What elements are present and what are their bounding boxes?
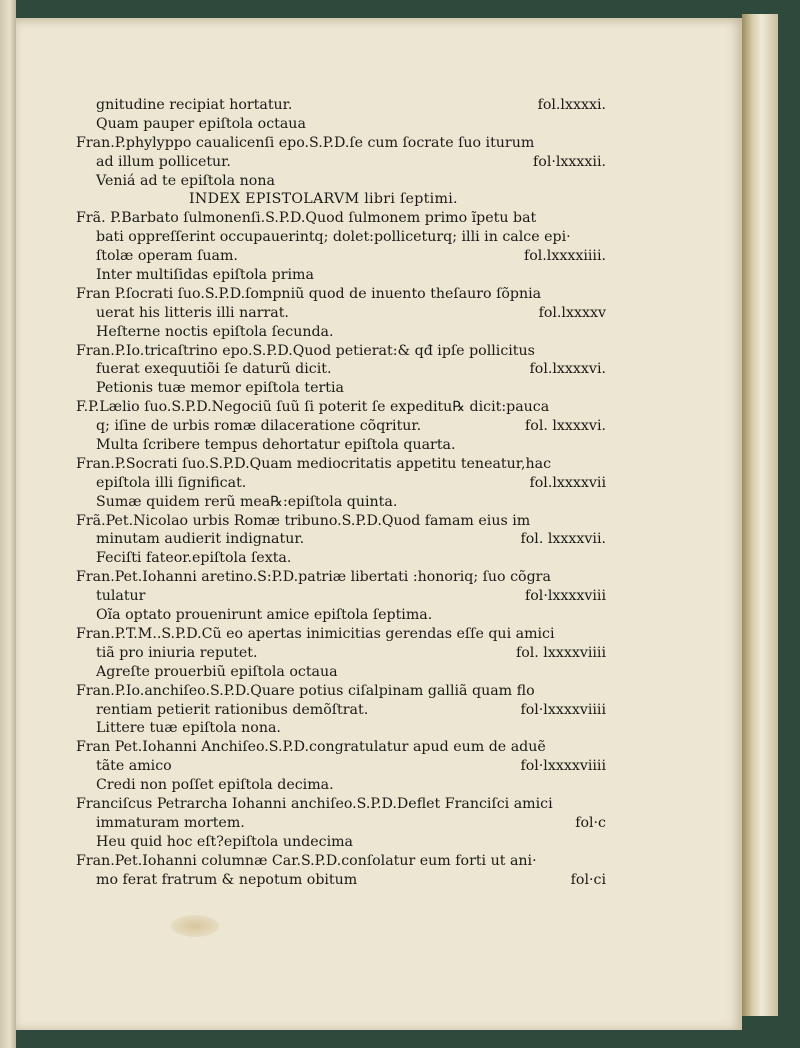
folio-reference: fol·lxxxxii. (533, 153, 606, 170)
index-line (76, 115, 606, 134)
index-line (76, 701, 606, 720)
entry-text: Fran.Pet.Iohanni columnæ Car.S.P.D.conſolatur eum forti ut ani· (76, 852, 537, 869)
entry-text: ſtolæ operam ſuam. (96, 248, 238, 265)
entry-text: Feciſti fateor.epiſtola ſexta. (96, 550, 292, 567)
entry-text: epiſtola illi ſignificat. (96, 474, 247, 491)
entry-text: F.P.Lælio ſuo.S.P.D.Negociũ ſuũ ſi poterit ſe expeditu℞ dicit:pauca (76, 399, 550, 416)
index-line (76, 568, 606, 587)
entry-text: Credi non poſſet epiſtola decima. (96, 777, 334, 794)
index-line (76, 96, 606, 115)
index-line (76, 625, 606, 644)
index-line (76, 247, 606, 266)
entry-text: Fran.Pet.Iohanni aretino.S:P.D.patriæ libertati :honoriq; ſuo cõgra (76, 569, 551, 586)
index-line (76, 757, 606, 776)
index-heading (76, 190, 606, 209)
entry-text: Fran.P.Socrati ſuo.S.P.D.Quam mediocritatis appetitu teneatur,hac (76, 455, 552, 472)
folio-reference: fol.lxxxxvii (529, 474, 606, 491)
index-line (76, 342, 606, 361)
entry-text: fuerat exequutiõi ſe daturũ dicit. (96, 361, 332, 378)
entry-text: Fran.P.Io.tricaſtrino epo.S.P.D.Quod petierat:& qđ ipſe pollicitus (76, 342, 535, 359)
index-line (76, 285, 606, 304)
index-line (76, 474, 606, 493)
entry-text: tulatur (96, 588, 146, 605)
entry-text: Sumæ quidem rerũ mea℞:epiſtola quinta. (96, 493, 398, 510)
folio-reference: fol.lxxxxvi. (529, 361, 606, 378)
folio-reference: fol·lxxxxviii (524, 588, 606, 605)
index-line (76, 530, 606, 549)
index-line (76, 606, 606, 625)
entry-text: Frã.Pet.Nicolao urbis Romæ tribuno.S.P.D.Quod famam eius im (76, 512, 531, 529)
adjacent-page-edge (0, 0, 16, 1048)
index-line (76, 455, 606, 474)
folio-reference: fol·lxxxxviiii (520, 701, 606, 718)
index-line (76, 153, 606, 172)
entry-text: tiã pro iniuria reputet. (96, 644, 258, 661)
index-line (76, 360, 606, 379)
entry-text: Petionis tuæ memor epiſtola tertia (96, 380, 344, 397)
ink-stain (171, 915, 219, 937)
index-line (76, 228, 606, 247)
entry-text: Franciſcus Petrarcha Iohanni anchiſeo.S.P.D.Deflet Franciſci amici (76, 795, 553, 812)
index-line (76, 398, 606, 417)
folio-reference: fol·c (575, 814, 606, 831)
index-line (76, 719, 606, 738)
entry-text: Frã. P.Barbato ſulmonenſi.S.P.D.Quod ſulmonem primo ĩpetu bat (76, 210, 537, 227)
entry-text: minutam audierit indignatur. (96, 531, 305, 548)
entry-text: uerat his litteris illi narrat. (96, 304, 289, 321)
index-line (76, 493, 606, 512)
entry-text: Multa ſcribere tempus dehortatur epiſtola quarta. (96, 437, 456, 454)
index-line (76, 644, 606, 663)
index-line (76, 852, 606, 871)
entry-text: Fran Pet.Iohanni Anchiſeo.S.P.D.congratulatur apud eum de aduẽ (76, 739, 546, 756)
index-line (76, 587, 606, 606)
entry-text: Fran.P.phylyppo caualicenſi epo.S.P.D.ſe cum ſocrate ſuo iturum (76, 134, 535, 151)
entry-text: ad illum pollicetur. (96, 153, 231, 170)
index-entries (76, 96, 606, 889)
entry-text: Heſterne noctis epiſtola ſecunda. (96, 323, 334, 340)
index-line (76, 738, 606, 757)
folio-reference: fol. lxxxxvi. (525, 418, 606, 435)
entry-text: Fran P.ſocrati ſuo.S.P.D.ſompniũ quod de inuento theſauro ſõpnia (76, 285, 542, 302)
index-line (76, 833, 606, 852)
folio-reference: fol.lxxxxi. (537, 97, 606, 113)
index-line (76, 795, 606, 814)
index-line (76, 304, 606, 323)
entry-text: Agreſte prouerbiũ epiſtola octaua (96, 663, 338, 680)
entry-text: Oĩa optato prouenirunt amice epiſtola ſeptima. (96, 607, 433, 624)
index-line (76, 323, 606, 342)
folio-reference: fol. lxxxxviiii (515, 644, 606, 661)
entry-text: tãte amico (96, 758, 172, 775)
index-line (76, 266, 606, 285)
folio-reference: fol.lxxxxiiii. (523, 248, 606, 265)
entry-text: rentiam petierit rationibus demõſtrat. (96, 701, 369, 718)
index-line (76, 663, 606, 682)
entry-text: mo ferat fratrum & nepotum obitum (96, 871, 358, 888)
folio-reference: fol·lxxxxviiii (520, 758, 606, 775)
index-line (76, 512, 606, 531)
index-line (76, 682, 606, 701)
folio-reference: fol.lxxxxv (538, 304, 606, 321)
entry-text: Inter multiſidas epiſtola prima (96, 267, 314, 284)
entry-text: gnitudine recipiat hortatur. (96, 97, 293, 113)
index-line (76, 776, 606, 795)
index-line (76, 209, 606, 228)
index-line (76, 417, 606, 436)
entry-text: Quam pauper epiſtola octaua (96, 115, 306, 132)
index-line (76, 134, 606, 153)
book-page (16, 18, 742, 1030)
heading-text: INDEX EPISTOLARVM libri ſeptimi. (189, 191, 458, 208)
entry-text: q; iſine de urbis romæ dilaceratione cõqritur. (96, 418, 422, 435)
folio-reference: fol. lxxxxvii. (520, 531, 606, 548)
entry-text: Fran.P.T.M..S.P.D.Cũ eo apertas inimicitias gerendas eſſe qui amici (76, 625, 555, 642)
index-line (76, 436, 606, 455)
entry-text: bati oppreſſerint occupauerintq; dolet:polliceturq; illi in calce epi· (96, 229, 571, 246)
page-fore-edge (742, 14, 778, 1016)
index-line (76, 379, 606, 398)
entry-text: Veniá ad te epiſtola nona (96, 172, 275, 189)
index-line (76, 549, 606, 568)
index-line (76, 871, 606, 890)
entry-text: immaturam mortem. (96, 814, 245, 831)
entry-text: Littere tuæ epiſtola nona. (96, 720, 281, 737)
entry-text: Fran.P.Io.anchiſeo.S.P.D.Quare potius ciſalpinam galliã quam flo (76, 682, 535, 699)
index-line (76, 172, 606, 191)
folio-reference: fol·ci (570, 871, 606, 888)
index-line (76, 814, 606, 833)
entry-text: Heu quid hoc eſt?epiſtola undecima (96, 833, 354, 850)
